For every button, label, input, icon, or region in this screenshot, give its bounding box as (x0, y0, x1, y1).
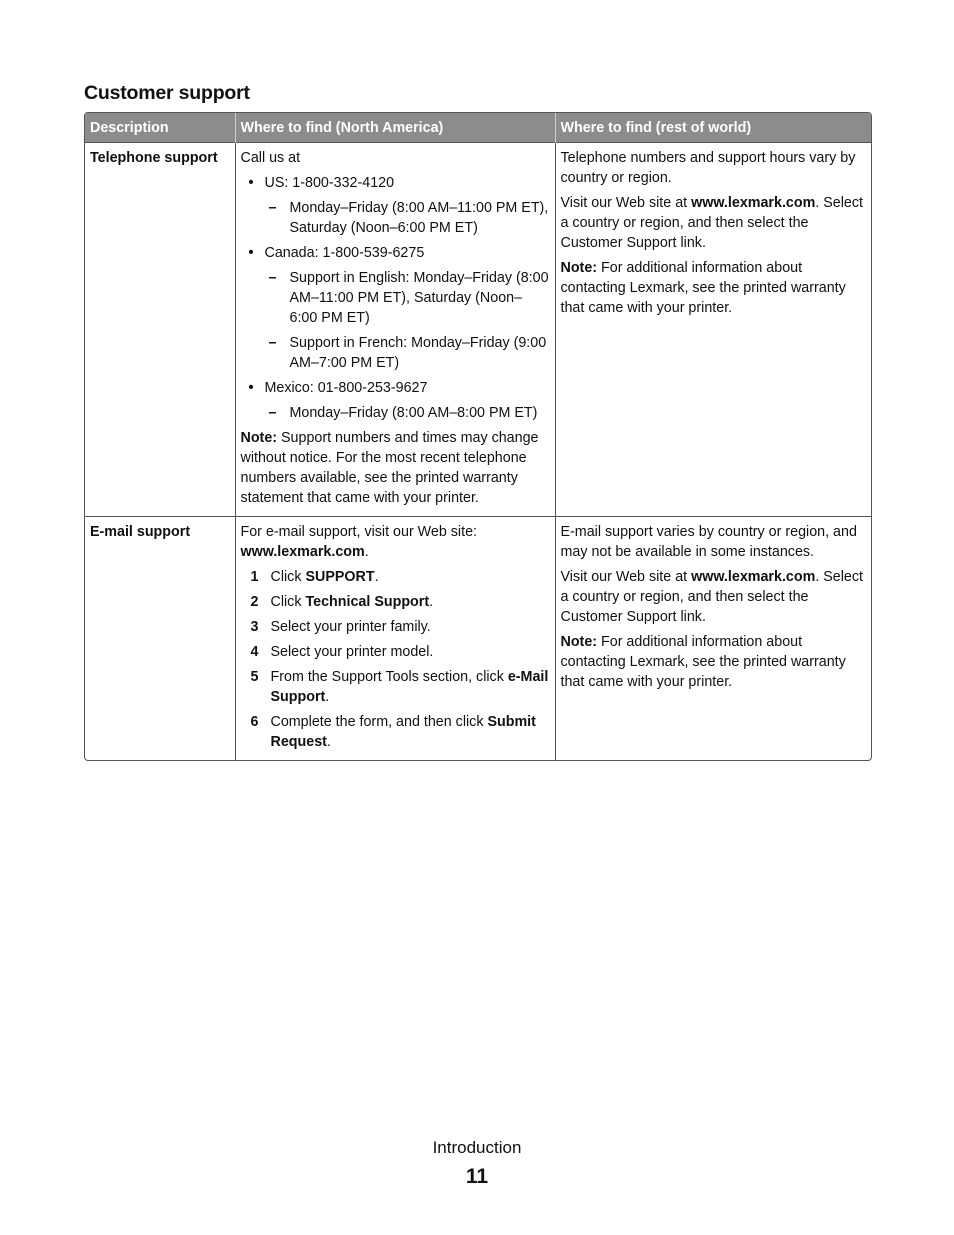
step-number: 6 (250, 714, 259, 730)
list-item (241, 642, 550, 662)
visit-text-end: . Select a country or region, and then select the Customer Support link. (560, 569, 864, 625)
table-row-email (85, 517, 871, 761)
step-number: 5 (250, 669, 259, 685)
list-item-mexico-hours (265, 403, 550, 423)
dash-icon: – (268, 405, 277, 421)
page-number: 11 (465, 1165, 489, 1188)
list-item (241, 667, 550, 707)
telephone-north-america-cell (235, 143, 555, 517)
telephone-row-visit (561, 193, 867, 253)
telephone-row-note (561, 258, 867, 318)
step-text: Click (270, 569, 306, 585)
email-intro-end: . (364, 544, 369, 560)
header-rest-of-world: Where to find (rest of world) (555, 113, 871, 143)
step-text: Complete the form, and then click (270, 714, 488, 730)
us-phone: US: 1-800-332-4120 (264, 175, 395, 191)
dash-icon: – (268, 335, 277, 351)
step-text-end: . (429, 594, 434, 610)
step-text: Select your printer family. (270, 619, 431, 635)
step-number: 1 (250, 569, 259, 585)
canada-english-hours: Support in English: Monday–Friday (8:00 AM–11:00 PM ET), Saturday (Noon–6:00 PM ET) (289, 270, 549, 326)
list-item-canada-french (265, 333, 550, 373)
list-item (241, 592, 550, 612)
telephone-intro: Call us at (240, 150, 301, 166)
dash-icon: – (268, 200, 277, 216)
step-number: 2 (250, 594, 259, 610)
email-description: E-mail support (85, 517, 235, 761)
customer-support-table (84, 112, 872, 761)
step-bold-text: Submit Request (270, 714, 536, 750)
step-text-end: . (326, 734, 331, 750)
step-number: 4 (250, 644, 259, 660)
step-text: Click (270, 594, 306, 610)
email-row-note (561, 632, 867, 692)
note-label: Note: (560, 634, 598, 650)
section-title: Customer support (84, 82, 250, 104)
canada-phone: Canada: 1-800-539-6275 (264, 245, 425, 261)
footer-chapter-label: Introduction (432, 1138, 522, 1157)
list-item-us (241, 173, 550, 238)
telephone-na-note (241, 428, 550, 508)
telephone-row-text: Telephone numbers and support hours vary by country or region. (560, 150, 856, 186)
email-row-visit (561, 567, 867, 627)
note-text: For additional information about contacting Lexmark, see the printed warranty that came with your printer. (560, 260, 846, 316)
step-bold-text: Technical Support (305, 594, 430, 610)
list-item (241, 567, 550, 587)
note-label: Note: (240, 430, 278, 446)
list-item-us-hours (265, 198, 550, 238)
mexico-hours: Monday–Friday (8:00 AM–8:00 PM ET) (289, 405, 538, 421)
note-text: For additional information about contacting Lexmark, see the printed warranty that came with your printer. (560, 634, 846, 690)
list-item-mexico (241, 378, 550, 423)
step-text: From the Support Tools section, click (270, 669, 508, 685)
lexmark-link[interactable]: www.lexmark.com (691, 569, 816, 585)
step-number: 3 (250, 619, 259, 635)
step-bold-text: e-Mail Support (270, 669, 549, 705)
step-text: Select your printer model. (270, 644, 434, 660)
dash-icon: – (268, 270, 277, 286)
header-description: Description (85, 113, 235, 143)
list-item-canada-english (265, 268, 550, 328)
canada-french-hours: Support in French: Monday–Friday (9:00 AM–7:00 PM ET) (289, 335, 547, 371)
telephone-country-list (241, 173, 550, 423)
header-north-america: Where to find (North America) (235, 113, 555, 143)
lexmark-link[interactable]: www.lexmark.com (240, 544, 365, 560)
visit-text-end: . Select a country or region, and then select the Customer Support link. (560, 195, 864, 251)
table-header-row (85, 113, 871, 143)
email-rest-of-world-cell (555, 517, 871, 761)
list-item-canada (241, 243, 550, 373)
visit-text: Visit our Web site at (560, 195, 692, 211)
table-row-telephone (85, 143, 871, 517)
email-row-text: E-mail support varies by country or region, and may not be available in some instances. (560, 524, 857, 560)
visit-text: Visit our Web site at (560, 569, 692, 585)
step-text-end: . (325, 689, 330, 705)
list-item (241, 617, 550, 637)
note-text: Support numbers and times may change without notice. For the most recent telephone numbers available, see the printed warranty statement that came with your printer. (240, 430, 539, 506)
email-intro (241, 522, 550, 562)
email-north-america-cell (235, 517, 555, 761)
step-bold-text: SUPPORT (305, 569, 375, 585)
bullet-icon: • (248, 175, 254, 191)
telephone-rest-of-world-cell (555, 143, 871, 517)
telephone-description: Telephone support (85, 143, 235, 517)
mexico-phone: Mexico: 01-800-253-9627 (264, 380, 428, 396)
bullet-icon: • (248, 245, 254, 261)
lexmark-link[interactable]: www.lexmark.com (691, 195, 816, 211)
email-steps-list (241, 567, 550, 752)
note-label: Note: (560, 260, 598, 276)
step-text-end: . (374, 569, 379, 585)
us-hours: Monday–Friday (8:00 AM–11:00 PM ET), Saturday (Noon–6:00 PM ET) (289, 200, 549, 236)
email-intro-text: For e-mail support, visit our Web site: (240, 524, 478, 540)
list-item (241, 712, 550, 752)
bullet-icon: • (248, 380, 254, 396)
